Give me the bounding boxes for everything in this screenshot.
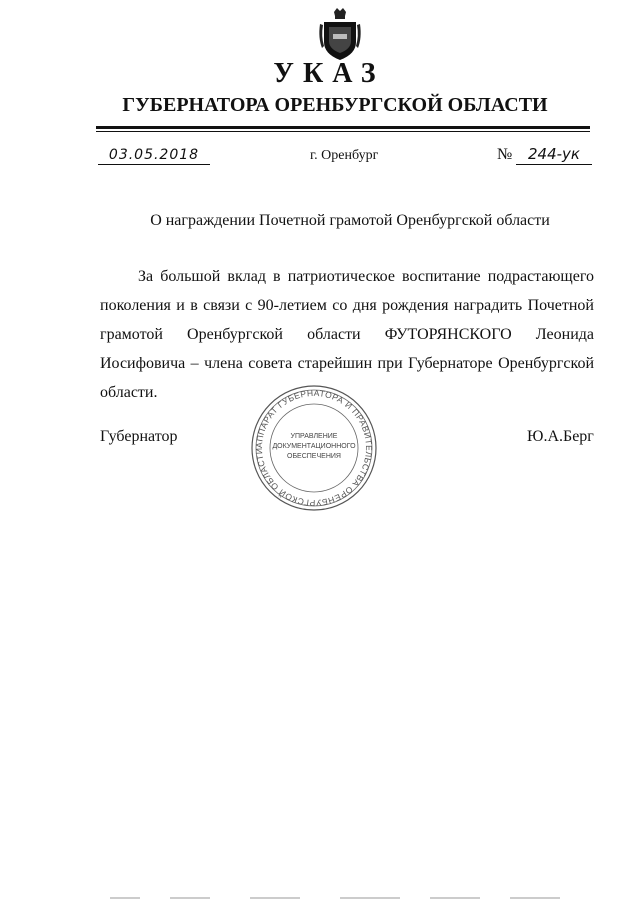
scan-edge-marks: [100, 896, 580, 900]
document-title: УКАЗ: [273, 58, 385, 89]
official-stamp: [247, 384, 381, 512]
signatory-role: Губернатор: [100, 428, 178, 445]
document-date: 03.05.2018: [98, 147, 210, 165]
signatory-name: Ю.А.Берг: [527, 428, 594, 445]
document-subtitle: ГУБЕРНАТОРА ОРЕНБУРГСКОЙ ОБЛАСТИ: [122, 94, 548, 116]
stamp-outer-text: АППАРАТ ГУБЕРНАТОРА И ПРАВИТЕЛЬСТВА ОРЕНБУРГСКОЙ ОБЛАСТИ: [253, 387, 375, 509]
stamp-inner-line3: ОБЕСПЕЧЕНИЯ: [287, 453, 341, 460]
document-number: 244-ук: [516, 145, 592, 165]
document-number-label: №: [497, 146, 513, 163]
header-rule-thin: [96, 131, 590, 132]
coat-of-arms-icon: [318, 8, 362, 62]
stamp-inner-line1: УПРАВЛЕНИЕ: [290, 433, 338, 440]
stamp-inner-line2: ДОКУМЕНТАЦИОННОГО: [272, 443, 356, 450]
document-body: За большой вклад в патриотическое воспитание подрастающего поколения и в связи с 90-летием со дня рождения наградить Почетной грамотой Оренбургской области ФУТОРЯНСКОГО Леонида Иосифовича – члена совета старейшин при Губернаторе Оренбургской области.: [100, 268, 594, 401]
document-heading: О награждении Почетной грамотой Оренбургской области: [150, 212, 550, 229]
document-city: г. Оренбург: [310, 148, 379, 163]
header-rule-thick: [96, 126, 590, 129]
